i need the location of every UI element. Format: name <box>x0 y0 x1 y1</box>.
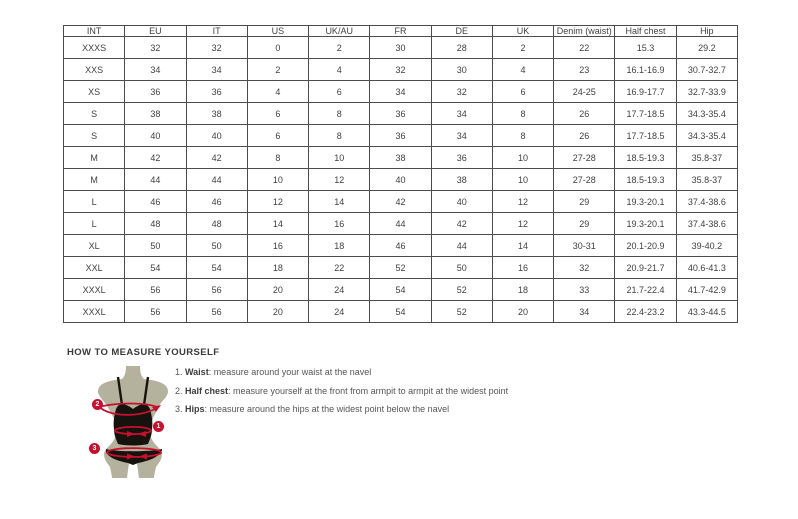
size-cell: 14 <box>247 213 308 235</box>
size-cell: 0 <box>247 37 308 59</box>
size-cell: 30 <box>431 59 492 81</box>
size-cell: 22 <box>309 257 370 279</box>
size-cell: 36 <box>370 103 431 125</box>
size-row <box>64 279 738 301</box>
size-cell: 32 <box>186 37 247 59</box>
size-cell: S <box>64 103 125 125</box>
size-cell: 38 <box>125 103 186 125</box>
size-cell: 26 <box>554 103 615 125</box>
instruction-number: 2. <box>175 385 186 396</box>
size-cell: 17.7-18.5 <box>615 125 676 147</box>
size-cell: 56 <box>125 301 186 323</box>
instruction-number: 3. <box>175 404 186 414</box>
size-cell: 8 <box>492 103 553 125</box>
instruction-label: Waist <box>185 367 209 377</box>
size-cell: 34 <box>370 81 431 103</box>
measure-instruction <box>175 367 508 377</box>
size-cell: 20.1-20.9 <box>615 235 676 257</box>
size-cell: 52 <box>431 301 492 323</box>
column-header: IT <box>186 26 247 37</box>
size-cell: 40 <box>431 191 492 213</box>
size-cell: 18.5-19.3 <box>615 169 676 191</box>
size-cell: 38 <box>370 147 431 169</box>
waist-badge: 1 <box>153 421 164 432</box>
size-cell: 36 <box>370 125 431 147</box>
size-cell: 32.7-33.9 <box>676 81 737 103</box>
size-cell: 22 <box>554 37 615 59</box>
size-cell: 6 <box>309 81 370 103</box>
size-cell: 20 <box>247 279 308 301</box>
size-cell: 14 <box>309 191 370 213</box>
size-cell: 41.7-42.9 <box>676 279 737 301</box>
instruction-label: Half chest <box>185 385 229 396</box>
measure-instructions <box>175 367 508 423</box>
size-cell: 46 <box>186 191 247 213</box>
size-row <box>64 257 738 279</box>
size-cell: 29 <box>554 213 615 235</box>
column-header: INT <box>64 26 125 37</box>
size-cell: 12 <box>247 191 308 213</box>
size-cell: 2 <box>309 37 370 59</box>
size-row <box>64 191 738 213</box>
size-cell: XXXS <box>64 37 125 59</box>
size-cell: 8 <box>247 147 308 169</box>
size-cell: 52 <box>370 257 431 279</box>
size-cell: 18 <box>309 235 370 257</box>
size-cell: 17.7-18.5 <box>615 103 676 125</box>
size-cell: 2 <box>247 59 308 81</box>
size-cell: 20.9-21.7 <box>615 257 676 279</box>
size-row <box>64 103 738 125</box>
size-cell: 44 <box>125 169 186 191</box>
size-cell: L <box>64 191 125 213</box>
size-cell: 34 <box>431 103 492 125</box>
size-cell: 40 <box>125 125 186 147</box>
size-cell: 56 <box>186 301 247 323</box>
size-cell: 34 <box>554 301 615 323</box>
size-cell: 40 <box>186 125 247 147</box>
column-header: Hip <box>676 26 737 37</box>
size-cell: 24 <box>309 301 370 323</box>
size-cell: 26 <box>554 125 615 147</box>
column-header: UK <box>492 26 553 37</box>
instruction-text: : measure around your waist at the navel <box>208 367 372 377</box>
size-cell: 30.7-32.7 <box>676 59 737 81</box>
column-header: DE <box>431 26 492 37</box>
size-cell: 10 <box>247 169 308 191</box>
size-cell: 54 <box>125 257 186 279</box>
size-cell: 38 <box>431 169 492 191</box>
size-cell: XXXL <box>64 301 125 323</box>
size-cell: XXXL <box>64 279 125 301</box>
size-cell: 12 <box>492 213 553 235</box>
size-cell: 35.8-37 <box>676 147 737 169</box>
size-cell: 54 <box>370 301 431 323</box>
size-cell: 8 <box>492 125 553 147</box>
size-cell: 2 <box>492 37 553 59</box>
size-cell: 42 <box>186 147 247 169</box>
size-cell: 16 <box>309 213 370 235</box>
column-header: Denim (waist) <box>554 26 615 37</box>
size-cell: 34.3-35.4 <box>676 125 737 147</box>
size-row <box>64 213 738 235</box>
size-cell: 48 <box>125 213 186 235</box>
size-cell: 18 <box>247 257 308 279</box>
size-cell: 34 <box>431 125 492 147</box>
column-header: FR <box>370 26 431 37</box>
size-cell: 34 <box>125 59 186 81</box>
size-cell: 32 <box>370 59 431 81</box>
size-cell: 32 <box>125 37 186 59</box>
size-cell: 48 <box>186 213 247 235</box>
size-cell: 44 <box>186 169 247 191</box>
size-cell: M <box>64 147 125 169</box>
size-cell: 16.9-17.7 <box>615 81 676 103</box>
size-cell: 35.8-37 <box>676 169 737 191</box>
size-cell: 10 <box>492 169 553 191</box>
size-cell: 24 <box>309 279 370 301</box>
size-cell: 36 <box>125 81 186 103</box>
size-row <box>64 59 738 81</box>
size-cell: 15.3 <box>615 37 676 59</box>
size-row <box>64 125 738 147</box>
size-cell: 10 <box>492 147 553 169</box>
size-cell: 44 <box>431 235 492 257</box>
size-cell: 24-25 <box>554 81 615 103</box>
hips-badge: 3 <box>89 443 100 454</box>
size-cell: 34.3-35.4 <box>676 103 737 125</box>
size-cell: 6 <box>247 125 308 147</box>
size-cell: 43.3-44.5 <box>676 301 737 323</box>
size-cell: 21.7-22.4 <box>615 279 676 301</box>
size-cell: 16 <box>492 257 553 279</box>
size-cell: 4 <box>247 81 308 103</box>
size-row <box>64 169 738 191</box>
size-cell: 6 <box>247 103 308 125</box>
size-cell: 54 <box>370 279 431 301</box>
size-cell: 32 <box>554 257 615 279</box>
size-cell: 29 <box>554 191 615 213</box>
size-cell: 40 <box>370 169 431 191</box>
size-cell: 34 <box>186 59 247 81</box>
size-cell: 42 <box>431 213 492 235</box>
header-row <box>64 26 738 37</box>
size-cell: 56 <box>186 279 247 301</box>
size-cell: 4 <box>492 59 553 81</box>
size-cell: S <box>64 125 125 147</box>
size-cell: 22.4-23.2 <box>615 301 676 323</box>
column-header: Half chest <box>615 26 676 37</box>
size-cell: 14 <box>492 235 553 257</box>
size-cell: 18.5-19.3 <box>615 147 676 169</box>
instruction-number: 1. <box>175 367 186 377</box>
chest-badge: 2 <box>92 399 103 410</box>
size-cell: 16 <box>247 235 308 257</box>
size-row <box>64 235 738 257</box>
size-cell: 20 <box>492 301 553 323</box>
size-cell: 37.4-38.6 <box>676 213 737 235</box>
size-cell: 52 <box>431 279 492 301</box>
measure-heading: HOW TO MEASURE YOURSELF <box>67 347 220 358</box>
size-cell: 28 <box>431 37 492 59</box>
size-cell: 4 <box>309 59 370 81</box>
size-cell: 46 <box>125 191 186 213</box>
column-header: UK/AU <box>309 26 370 37</box>
size-cell: 29.2 <box>676 37 737 59</box>
size-cell: 12 <box>309 169 370 191</box>
size-cell: 30-31 <box>554 235 615 257</box>
size-cell: 19.3-20.1 <box>615 191 676 213</box>
instruction-text: : measure around the hips at the widest point below the navel <box>204 404 450 414</box>
size-cell: 19.3-20.1 <box>615 213 676 235</box>
size-cell: 50 <box>125 235 186 257</box>
size-cell: 30 <box>370 37 431 59</box>
size-cell: 54 <box>186 257 247 279</box>
size-cell: 23 <box>554 59 615 81</box>
size-cell: M <box>64 169 125 191</box>
size-cell: 8 <box>309 125 370 147</box>
size-row <box>64 37 738 59</box>
size-cell: 32 <box>431 81 492 103</box>
size-cell: 36 <box>186 81 247 103</box>
size-cell: 44 <box>370 213 431 235</box>
size-cell: 16.1-16.9 <box>615 59 676 81</box>
size-chart-table <box>63 25 738 323</box>
size-row <box>64 147 738 169</box>
size-cell: 8 <box>309 103 370 125</box>
size-cell: 39-40.2 <box>676 235 737 257</box>
size-cell: 50 <box>431 257 492 279</box>
size-cell: 6 <box>492 81 553 103</box>
size-cell: XS <box>64 81 125 103</box>
size-cell: 18 <box>492 279 553 301</box>
size-cell: 50 <box>186 235 247 257</box>
size-cell: XL <box>64 235 125 257</box>
size-cell: 42 <box>125 147 186 169</box>
instruction-label: Hips <box>185 404 205 414</box>
column-header: EU <box>125 26 186 37</box>
size-cell: 36 <box>431 147 492 169</box>
size-cell: 27-28 <box>554 169 615 191</box>
size-cell: 56 <box>125 279 186 301</box>
size-cell: XXL <box>64 257 125 279</box>
column-header: US <box>247 26 308 37</box>
swimsuit-top <box>114 404 153 445</box>
size-row <box>64 301 738 323</box>
size-cell: 37.4-38.6 <box>676 191 737 213</box>
size-cell: 27-28 <box>554 147 615 169</box>
measure-instruction <box>175 386 508 396</box>
size-cell: XXS <box>64 59 125 81</box>
size-cell: 46 <box>370 235 431 257</box>
size-cell: 10 <box>309 147 370 169</box>
size-cell: 38 <box>186 103 247 125</box>
size-cell: 40.6-41.3 <box>676 257 737 279</box>
size-cell: 20 <box>247 301 308 323</box>
size-cell: L <box>64 213 125 235</box>
measure-instruction <box>175 404 508 414</box>
size-cell: 33 <box>554 279 615 301</box>
size-cell: 42 <box>370 191 431 213</box>
size-row <box>64 81 738 103</box>
instruction-text: : measure yourself at the front from armpit to armpit at the widest point <box>228 385 509 396</box>
size-cell: 12 <box>492 191 553 213</box>
